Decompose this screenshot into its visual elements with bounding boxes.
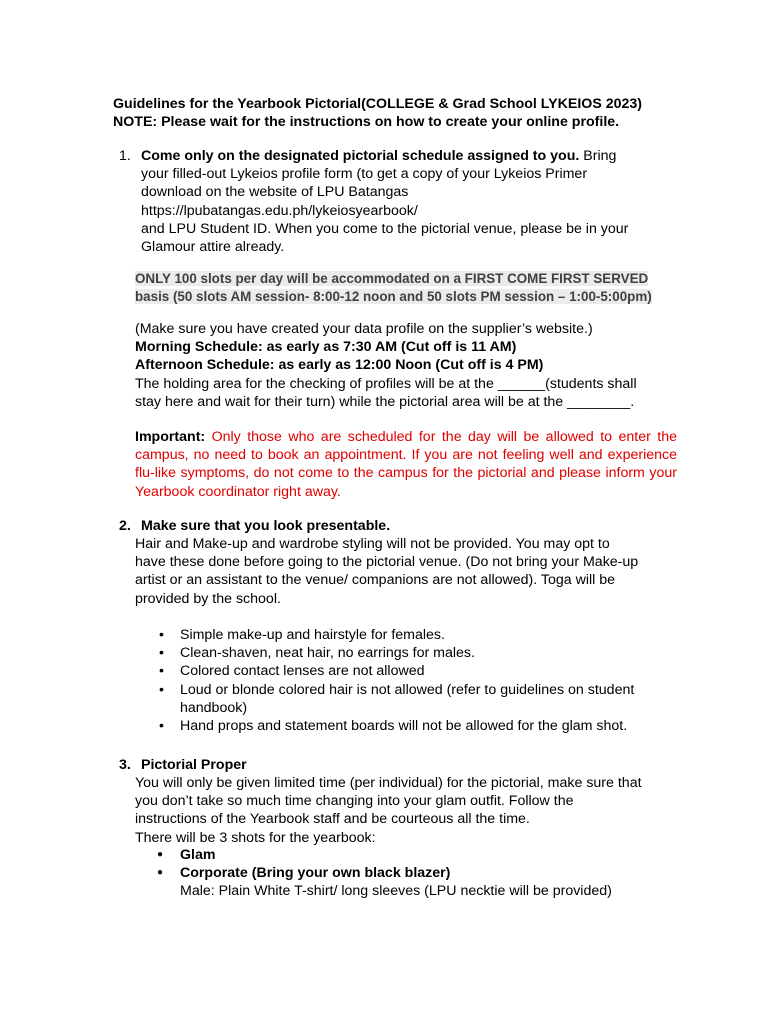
slots-line-2: basis (50 slots AM session- 8:00-12 noon and 50 slots PM session – 1:00-5:00pm) [135, 289, 652, 305]
list-item: • Clean-shaven, neat hair, no earrings for males. [135, 644, 755, 662]
section-2-line-2: have these done before going to the pictorial venue. (Do not bring your Make-up [135, 554, 639, 571]
section-2-line-3: artist or an assistant to the venue/ companions are not allowed). Toga will be [135, 572, 616, 589]
afternoon-schedule: Afternoon Schedule: as early as 12:00 Noon (Cut off is 4 PM) [135, 357, 544, 374]
section-1-line-3: download on the website of LPU Batangas [141, 184, 409, 201]
important-notice [135, 428, 677, 501]
section-3-heading: Pictorial Proper [141, 757, 247, 773]
holding-area-line-1: The holding area for the checking of profiles will be at the ______(students shall [135, 375, 637, 392]
schedule-block [135, 320, 768, 411]
section-3-line-1: You will only be given limited time (per individual) for the pictorial, make sure that [135, 775, 642, 791]
slots-line-1: ONLY 100 slots per day will be accommodated on a FIRST COME FIRST SERVED [135, 271, 649, 286]
section-1-lead: Come only on the designated pictorial schedule assigned to you. [141, 148, 580, 164]
shot-list [135, 846, 755, 901]
section-1-lead-rest: Bring [579, 148, 617, 164]
section-3-number: 3. [119, 757, 131, 773]
section-1-line-2: your filled-out Lykeios profile form (to get a copy of your Lykeios Primer [141, 166, 588, 183]
section-1-number: 1. [119, 148, 131, 164]
section-1-text [141, 147, 761, 256]
list-item: ● Corporate (Bring your own black blazer) [135, 864, 755, 882]
important-text: Only those who are scheduled for the day will be allowed to enter the campus, no need to book an appointment. If you are not feeling well and experience flu-like symptoms, do not come to the campus for the pictorial and please inform your Yearbook coordinator right away. [135, 429, 677, 500]
appearance-rules [135, 626, 755, 735]
section-3-text [135, 774, 755, 847]
important-label: Important: [135, 429, 206, 445]
holding-area-line-2: stay here and wait for their turn) while the pictorial area will be at the ________. [135, 393, 635, 410]
list-item: • Hand props and statement boards will not be allowed for the glam shot. [135, 717, 755, 735]
title-line-1: Guidelines for the Yearbook Pictorial(COLLEGE & Grad School LYKEIOS 2023) [113, 96, 643, 112]
section-2-line-4: provided by the school. [135, 590, 281, 607]
section-2-line-1: Hair and Make-up and wardrobe styling will not be provided. You may opt to [135, 536, 610, 552]
list-item: • Simple make-up and hairstyle for females. [135, 626, 755, 644]
section-2-number: 2. [119, 518, 131, 534]
section-1-line-5: and LPU Student ID. When you come to the pictorial venue, please be in your [141, 220, 629, 237]
document-title [113, 95, 753, 131]
section-2-heading: Make sure that you look presentable. [141, 518, 391, 534]
list-item: • Colored contact lenses are not allowed [135, 662, 755, 680]
list-item: • Loud or blonde colored hair is not allowed (refer to guidelines on student handbook) [135, 681, 755, 717]
list-item: ● Glam [135, 846, 755, 864]
morning-schedule: Morning Schedule: as early as 7:30 AM (Cut off is 11 AM) [135, 339, 517, 356]
section-3-line-3: instructions of the Yearbook staff and be courteous all the time. [135, 811, 530, 828]
section-3-line-2: you don’t take so much time changing into your glam outfit. Follow the [135, 793, 574, 810]
section-2-text [135, 535, 755, 608]
section-1-line-6: Glamour attire already. [141, 239, 285, 256]
section-1-url: https://lpubatangas.edu.ph/lykeiosyearbook/ [141, 202, 418, 219]
section-3-line-4: There will be 3 shots for the yearbook: [135, 829, 376, 846]
slots-notice [135, 270, 768, 306]
corporate-male-attire: Male: Plain White T-shirt/ long sleeves (LPU necktie will be provided) [180, 883, 612, 900]
title-note: NOTE: Please wait for the instructions on how to create your online profile. [113, 114, 620, 131]
profile-reminder: (Make sure you have created your data profile on the supplier’s website.) [135, 321, 593, 337]
